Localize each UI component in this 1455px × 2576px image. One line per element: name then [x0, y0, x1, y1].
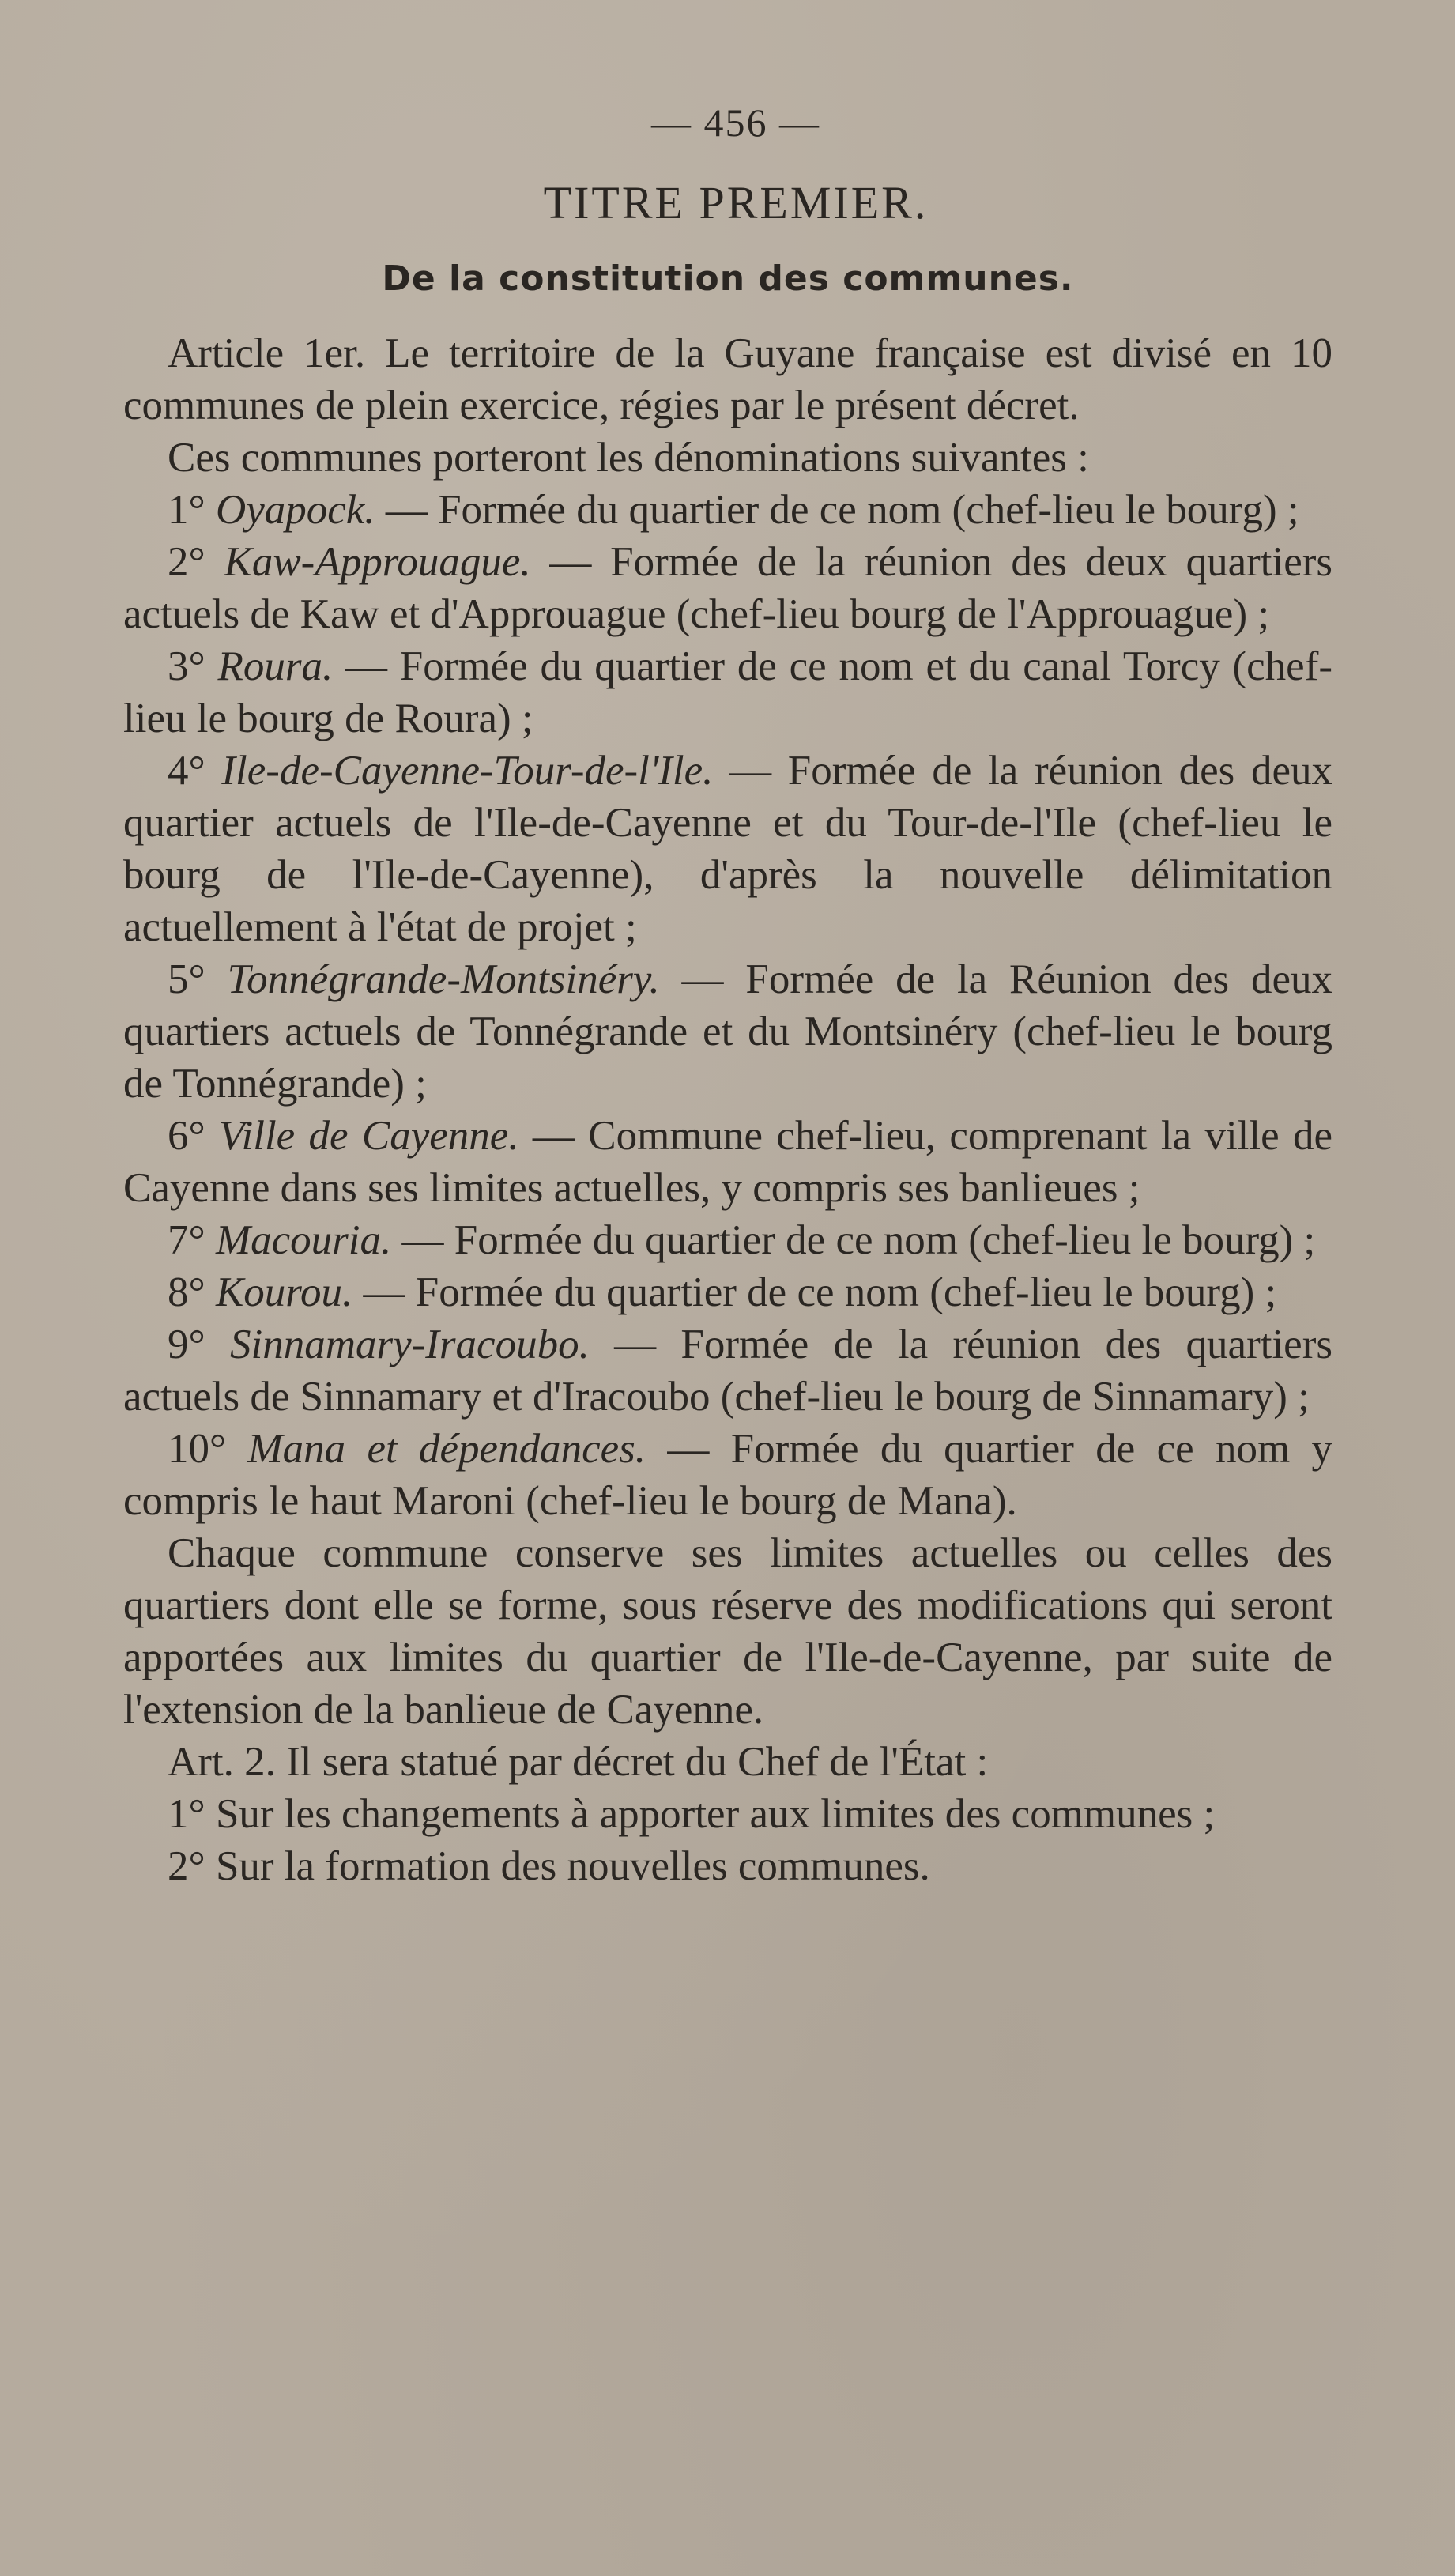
commune-name: Ile-de-Cayenne-Tour-de-l'Ile. — [221, 748, 714, 794]
item-number: 5° — [168, 956, 228, 1002]
item-number: 2° — [168, 1843, 216, 1889]
paragraph-text: Sur la formation des nouvelles communes. — [215, 1843, 930, 1889]
book-page — [123, 95, 1332, 1892]
paragraph — [123, 1423, 1332, 1527]
item-number: 8° — [168, 1269, 216, 1315]
paragraph — [123, 1214, 1332, 1266]
commune-name: Kaw-Approuague. — [224, 539, 531, 585]
page-number: — 456 — — [651, 100, 820, 145]
commune-name: Ville de Cayenne. — [219, 1113, 519, 1159]
paragraph-text: Chaque commune conserve ses limites actuelles ou celles des quartiers dont elle se forme, sous réserve des modifications qui seront apportées aux limites du quartier de l'Ile-de-Cayenne, par suite de l'extension de la banlieue de Cayenne. — [123, 1530, 1332, 1733]
paragraph — [123, 327, 1332, 432]
paragraph-text: — Formée du quartier de ce nom (chef-lieu le bourg) ; — [375, 487, 1299, 533]
paragraph-text: — Formée de la réunion des deux quartiers actuels de Kaw et d'Approuague (chef-lieu bourg de l'Approuague) ; — [123, 539, 1332, 637]
paragraph-text: — Formée du quartier de ce nom et du canal Torcy (chef-lieu le bourg de Roura) ; — [123, 643, 1332, 741]
paragraph — [123, 1736, 1332, 1788]
item-number: 1° — [168, 487, 216, 533]
commune-name: Kourou. — [215, 1269, 353, 1315]
commune-name: Sinnamary-Iracoubo. — [229, 1322, 590, 1367]
item-number: 7° — [168, 1217, 216, 1263]
commune-name: Roura. — [217, 643, 334, 689]
paragraph-text: — Formée du quartier de ce nom (chef-lieu le bourg) ; — [352, 1269, 1277, 1315]
paragraph — [123, 640, 1332, 745]
item-number: 6° — [168, 1113, 220, 1159]
commune-name: Macouria. — [215, 1217, 392, 1263]
item-number: 2° — [168, 539, 224, 585]
commune-name: Mana et dépendances. — [247, 1426, 646, 1472]
paragraph-text: Ces communes porteront les dénominations suivantes : — [168, 435, 1089, 481]
paragraph-text: — Formée de la Réunion des deux quartiers actuels de Tonnégrande et du Montsinéry (chef-lieu le bourg de Tonnégrande) ; — [123, 956, 1332, 1107]
chapter-title: TITRE PREMIER. — [543, 177, 929, 228]
paragraph — [123, 484, 1332, 536]
paragraph — [123, 953, 1332, 1110]
chapter-subtitle: De la constitution des communes. — [382, 258, 1074, 299]
paragraph — [123, 1788, 1332, 1840]
item-number: 1° — [168, 1791, 216, 1837]
paragraph — [123, 1266, 1332, 1318]
paragraph-text: — Formée de la réunion des deux quartier actuels de l'Ile-de-Cayenne et du Tour-de-l'Ile (chef-lieu le bourg de l'Ile-de-Cayenne), d'après la nouvelle délimitation actuellement à l'état de projet ; — [123, 748, 1332, 950]
paragraph-text: Sur les changements à apporter aux limites des communes ; — [215, 1791, 1216, 1837]
commune-name: Oyapock. — [215, 487, 375, 533]
paragraph — [123, 1840, 1332, 1892]
paragraph — [123, 745, 1332, 953]
paragraph-text: Art. 2. Il sera statué par décret du Chef de l'État : — [168, 1739, 989, 1785]
paragraph-text: Article 1er. Le territoire de la Guyane française est divisé en 10 communes de plein exercice, régies par le présent décret. — [123, 330, 1332, 428]
item-number: 9° — [168, 1322, 230, 1367]
paragraph — [123, 1318, 1332, 1423]
paragraph — [123, 1527, 1332, 1736]
body-text — [123, 327, 1332, 1892]
item-number: 4° — [168, 748, 222, 794]
commune-name: Tonnégrande-Montsinéry. — [227, 956, 660, 1002]
paragraph — [123, 536, 1332, 640]
paragraph — [123, 1110, 1332, 1214]
paragraph-text: — Commune chef-lieu, comprenant la ville de Cayenne dans ses limites actuelles, y compris ses banlieues ; — [123, 1113, 1333, 1211]
paragraph-text: — Formée du quartier de ce nom y compris le haut Maroni (chef-lieu le bourg de Mana). — [123, 1426, 1332, 1524]
paragraph-text: — Formée de la réunion des quartiers actuels de Sinnamary et d'Iracoubo (chef-lieu le bourg de Sinnamary) ; — [123, 1322, 1332, 1420]
item-number: 10° — [168, 1426, 248, 1472]
item-number: 3° — [168, 643, 218, 689]
paragraph-text: — Formée du quartier de ce nom (chef-lieu le bourg) ; — [391, 1217, 1316, 1263]
paragraph — [123, 432, 1332, 484]
